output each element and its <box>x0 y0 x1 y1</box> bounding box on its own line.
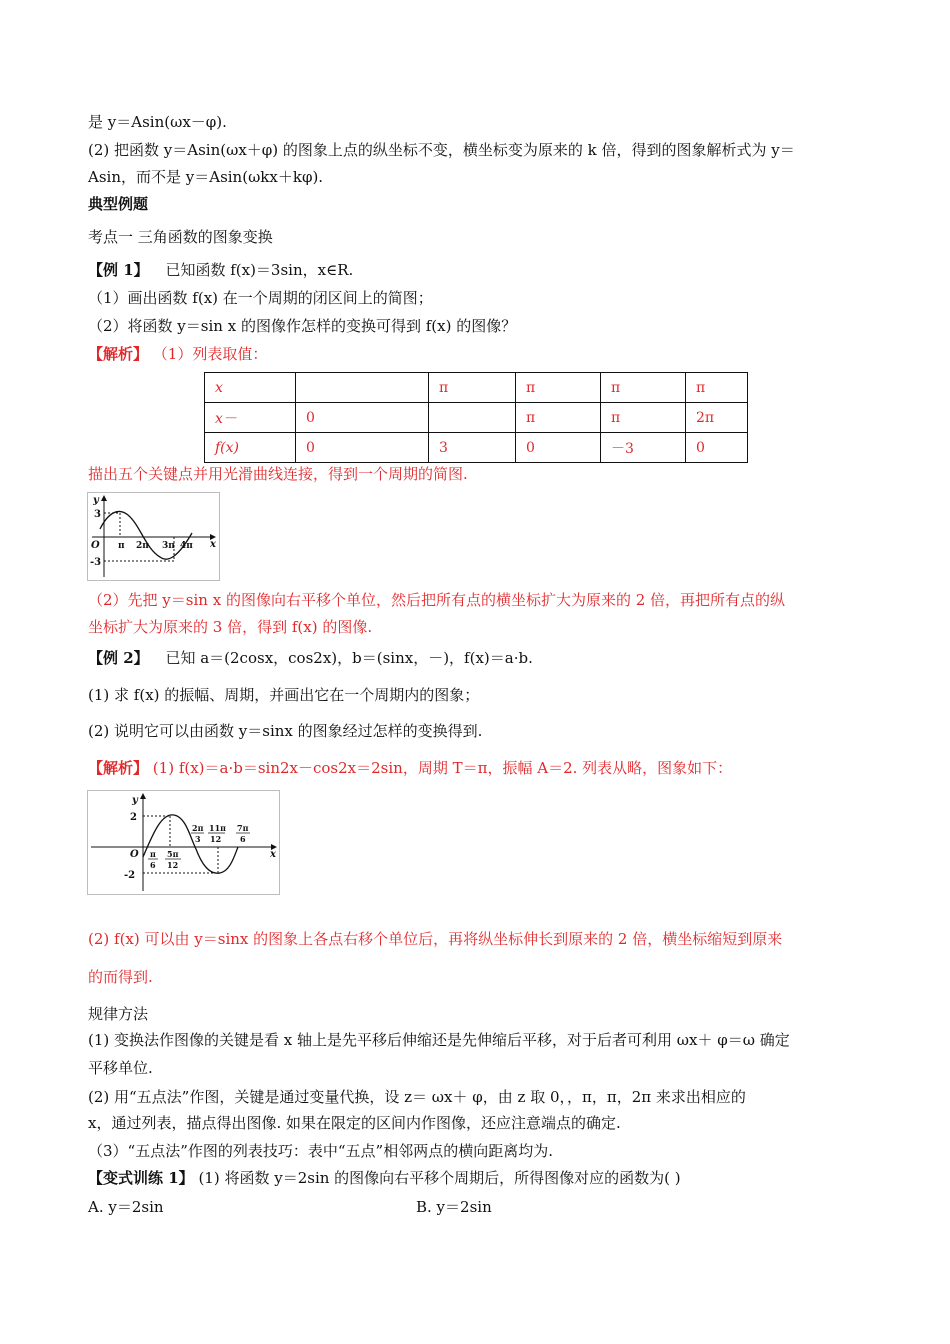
y-max-label: 2 <box>130 812 137 823</box>
table-cell: 0 <box>296 403 429 433</box>
y-min-label: -2 <box>124 870 136 881</box>
table-cell: π <box>686 373 748 403</box>
table-cell: －3 <box>601 433 686 463</box>
table-cell: x－ <box>205 403 296 433</box>
example-1-stem <box>88 260 353 280</box>
graph-1-svg <box>88 493 219 580</box>
topic-heading: 考点一 三角函数的图象变换 <box>88 228 273 246</box>
example-1-label: 【例 1】 <box>88 261 149 279</box>
bottom-tick-denominator: 12 <box>167 860 179 870</box>
table-cell: π <box>516 403 601 433</box>
practice-label: 【变式训练 1】 <box>88 1169 194 1187</box>
graph-2-svg <box>88 791 279 894</box>
method-p1-line-2: 平移单位. <box>88 1059 153 1077</box>
table-cell <box>296 373 429 403</box>
example-2-q1: (1) 求 f(x) 的振幅、周期，并画出它在一个周期内的图象； <box>88 686 480 704</box>
bottom-tick-numerator: 5π <box>167 849 179 859</box>
intro-line-3: Asin，而不是 y＝Asin(ωkx＋kφ). <box>88 168 324 186</box>
y-max-label: 3 <box>94 509 101 520</box>
sine-curve <box>100 511 192 559</box>
method-p2-line-2: x，通过列表，描点得出图像. 如果在限定的区间内作图像，还应注意端点的确定. <box>88 1114 621 1132</box>
x-tick-label: 4π <box>180 541 193 551</box>
example-2-q2: (2) 说明它可以由函数 y＝sinx 的图象经过怎样的变换得到. <box>88 722 483 740</box>
example-2-stem <box>88 648 533 668</box>
graph-example-2 <box>87 790 280 895</box>
table-row <box>205 373 748 403</box>
practice-text: (1) 将函数 y＝2sin 的图像向右平移个周期后，所得图像对应的函数为( ) <box>198 1169 681 1187</box>
table-cell: 3 <box>429 433 516 463</box>
example-2-part2-line-2: 的而得到. <box>88 968 153 986</box>
origin-label: O <box>130 849 139 860</box>
table-cell: f(x) <box>205 433 296 463</box>
x-tick-label: 2π <box>136 541 149 551</box>
section-title: 典型例题 <box>88 195 149 213</box>
example-2-solution <box>88 758 732 778</box>
example-1-after-table: 描出五个关键点并用光滑曲线连接，得到一个周期的简图. <box>88 465 468 483</box>
origin-label: O <box>91 540 100 551</box>
top-tick-numerator: 2π <box>192 823 204 833</box>
practice-stem <box>88 1168 681 1188</box>
bottom-tick-denominator: 6 <box>150 860 156 870</box>
table-row <box>205 433 748 463</box>
value-table <box>204 372 748 463</box>
solution-intro-text: （1）列表取值： <box>152 345 268 363</box>
solution-text: (1) f(x)＝a·b＝sin2x－cos2x＝2sin，周期 T＝π，振幅 A＝2. 列表从略，图象如下： <box>152 759 733 777</box>
method-title: 规律方法 <box>88 1005 149 1023</box>
graph-example-1 <box>87 492 220 581</box>
table-cell: 0 <box>296 433 429 463</box>
example-2-text: 已知 a＝(2cosx，cos2x)，b＝(sinx，－)，f(x)＝a·b. <box>165 649 533 667</box>
intro-line-2: (2) 把函数 y＝Asin(ωx＋φ) 的图象上点的纵坐标不变，横坐标变为原来的 k 倍，得到的图象解析式为 y＝ <box>88 141 795 159</box>
top-tick-denominator: 12 <box>210 834 222 844</box>
table-cell: 2π <box>686 403 748 433</box>
table-cell: 0 <box>686 433 748 463</box>
table-row <box>205 403 748 433</box>
table-cell: π <box>516 373 601 403</box>
top-tick-numerator: 7π <box>237 823 249 833</box>
example-1-text: 已知函数 f(x)＝3sin，x∈R. <box>165 261 354 279</box>
example-1-q2: （2）将函数 y＝sin x 的图像作怎样的变换可得到 f(x) 的图像？ <box>88 317 517 335</box>
example-2-part2-line-1: (2) f(x) 可以由 y＝sinx 的图象上各点右移个单位后，再将纵坐标伸长到原来的 2 倍，横坐标缩短到原来 <box>88 930 783 948</box>
table-cell: π <box>601 403 686 433</box>
solution-label: 【解析】 <box>88 345 149 363</box>
y-min-label: -3 <box>90 557 102 568</box>
example-1-part2-line-1: （2）先把 y＝sin x 的图像向右平移个单位，然后把所有点的横坐标扩大为原来的 2 倍，再把所有点的纵 <box>88 591 786 609</box>
x-tick-label: 3π <box>162 541 175 551</box>
example-2-label: 【例 2】 <box>88 649 149 667</box>
intro-line-1: 是 y＝Asin(ωx－φ). <box>88 113 227 131</box>
table-cell: π <box>429 373 516 403</box>
x-tick-label: π <box>118 541 125 551</box>
x-axis-label: x <box>210 539 216 550</box>
method-p2-line-1: (2) 用“五点法”作图，关键是通过变量代换，设 z＝ ωx＋ φ，由 z 取 0，，π，π，2π 来求出相应的 <box>88 1088 746 1106</box>
table-cell: 0 <box>516 433 601 463</box>
example-1-part2-line-2: 坐标扩大为原来的 3 倍，得到 f(x) 的图像. <box>88 618 373 636</box>
example-1-q1: （1）画出函数 f(x) 在一个周期的闭区间上的简图； <box>88 289 433 307</box>
method-p1-line-1: (1) 变换法作图像的关键是看 x 轴上是先平移后伸缩还是先伸缩后平移，对于后者可利用 ωx＋ φ＝ω 确定 <box>88 1031 790 1049</box>
y-axis-label: y <box>93 495 99 506</box>
table-cell <box>429 403 516 433</box>
y-axis-label: y <box>132 795 138 806</box>
top-tick-denominator: 6 <box>240 834 246 844</box>
table-cell: x <box>205 373 296 403</box>
bottom-tick-numerator: π <box>150 849 156 859</box>
option-a: A. y＝2sin <box>88 1198 164 1216</box>
method-p3: （3）“五点法”作图的列表技巧：表中“五点”相邻两点的横向距离均为. <box>88 1142 553 1160</box>
top-tick-denominator: 3 <box>195 834 201 844</box>
top-tick-numerator: 11π <box>209 823 226 833</box>
x-axis-label: x <box>270 849 276 860</box>
table-cell: π <box>601 373 686 403</box>
solution-label: 【解析】 <box>88 759 149 777</box>
option-b: B. y＝2sin <box>416 1198 492 1216</box>
example-1-solution-intro <box>88 344 267 364</box>
